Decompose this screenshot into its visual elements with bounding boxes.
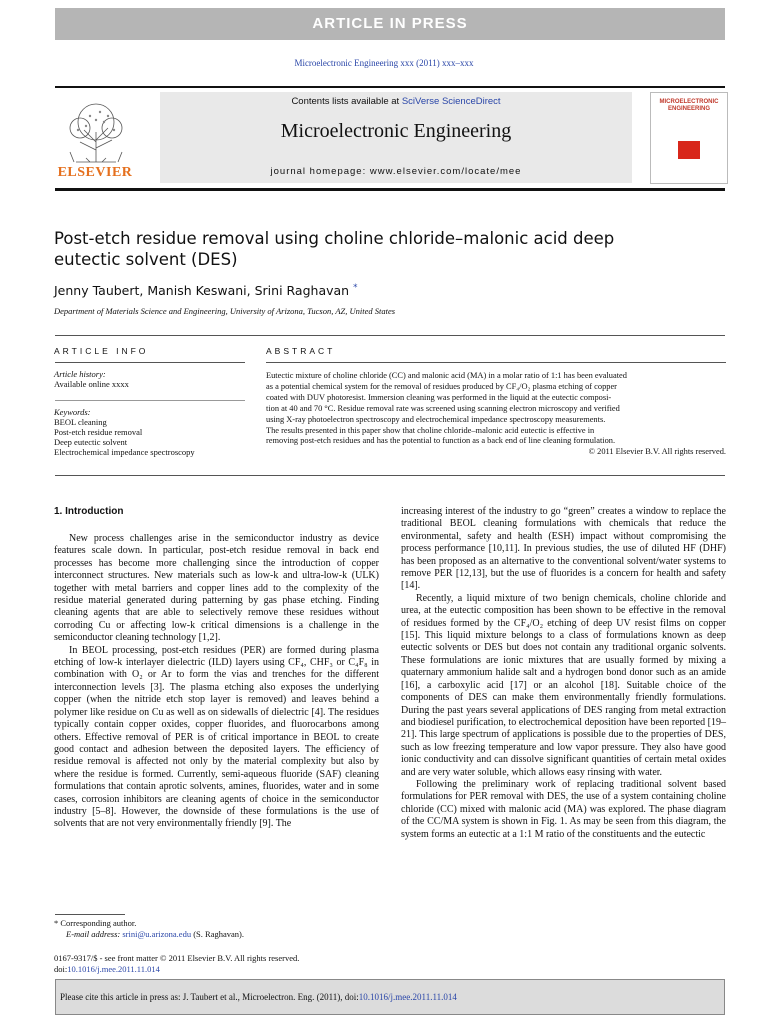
corresponding-author-mark[interactable]: * [353, 282, 358, 293]
body-paragraph: increasing interest of the industry to go “green” creates a window to replace the traditional BEOL cleaning formulations with chemicals that reduce the environmental, safety and health (ESH) impact without compromising the process performance [10,11]. In previous studies, the use of diluted HF (DHF) has been proposed as an alternative to the conventional solvent/water systems to remove PER [12,13], but the use of fluorides is a concern for health and safety [14]. [401, 506, 726, 592]
cite-doi-link[interactable]: 10.1016/j.mee.2011.11.014 [358, 992, 457, 1002]
body-paragraph: New process challenges arise in the semiconductor industry as device features scale down. In particular, post-etch residue removal in back end processes has become more challenging since the introduction of copper interconnect structures. New materials such as low-k and ultra-low-k (ULK) together with metal barriers and copper lines add to the complexity of the residue material generated during patterning by gas phase etching. Finding cleaning agents that are able to selectively remove these residues without corroding Cu or affecting low-k critical dimensions is a challenge in the semiconductor cleaning technology [1,2]. [54, 533, 379, 644]
journal-homepage[interactable]: journal homepage: www.elsevier.com/locate/mee [270, 166, 522, 177]
body-paragraph: Following the preliminary work of replacing traditional solvent based formulations for PER removal with DES, the use of a system containing choline chloride (CC) mixed with malonic acid (MA) was explored. The phase diagram of the CC/MA system is shown in Fig. 1. As may be seen from this diagram, the system forms an eutectic at a 1:1 M ratio of the constituents and the eutectic [401, 778, 726, 840]
body-paragraph: In BEOL processing, post-etch residues (PER) are formed during plasma etching of low-k interlayer dielectric (ILD) layers using CF₄, CHF₃ or C₄F₈ in combination with O₂ or Ar to form the vias and trenches for the different interconnection levels [3]. The plasma etching also exposes the underlying copper (when the nitride etch stop layer is removed) and leaves behind a polymer like residue on Cu as well as on sidewalls of dielectric [4]. The residues typically contain copper oxides, copper fluorides, and fluorocarbons among others. Effective removal of PER is of critical importance in BEOL to create good contact and adhesion between the deposited layers. The efficiency of residue removal is affected not only by the material complexity but also by where the residue is formed. Currently, semi-aqueous fluoride (SAF) cleaning formulations that contain aprotic solvents, amines, fluorides, water and in some cases, corrosion inhibitors are cleaning agents of choice in the semiconductor industry [5–8]. However, the downside of these formulations is the use of solvents that are not very environmentally friendly [9]. The [54, 644, 379, 830]
cover-graphic [678, 141, 700, 159]
body-paragraph: Recently, a liquid mixture of two benign chemicals, choline chloride and urea, at the eutectic composition has been shown to be effective in the removal of residues formed by the CF₄/O₂ etching of deep UV resist films on copper [15]. This liquid mixture belongs to a class of formulations known as deep eutectic solvents or DES but does not contain any traditional organic solvents. These formulations are ionic mixtures that are usually formed by mixing a quaternary ammonium halide salt and a hydrogen bond donor such as an amide [16], a carboxylic acid [17] or an alcohol [18]. Suitable choice of the components of DES can make them environmentally friendly formulations. During the past years several applications of DES ranging from metal extraction and biodiesel purification, to electrochemical deposition have been reported [19–21]. This large spectrum of applications is possible due to the properties of DES, such as low freezing temperature and low vapor pressure. They also have good ionic conductivity and can dissolve significant quantities of certain metal oxides and are very water soluble, which allows easy rinsing with water. [401, 592, 726, 778]
footnote-email-line [54, 929, 244, 940]
abstract-bottom-rule [55, 475, 725, 476]
keyword: Electrochemical impedance spectroscopy [54, 447, 195, 457]
abstract-label: ABSTRACT [266, 346, 336, 356]
abstract-line: Eutectic mixture of choline chloride (CC) and malonic acid (MA) in a molar ratio of 1:1 has been evaluated [266, 371, 627, 380]
author-names: Jenny Taubert, Manish Keswani, Srini Raghavan [54, 283, 350, 298]
keyword: Post-etch residue removal [54, 427, 143, 437]
abstract-copyright: © 2011 Elsevier B.V. All rights reserved. [588, 447, 726, 457]
abstract-line: removing post-etch residues and has the potential to function as a back end of line cleaning formulation. [266, 436, 616, 446]
history-value: Available online xxxx [54, 379, 129, 389]
abstract-line: using X-ray photoelectron spectroscopy and electrochemical impedance spectroscopy measurements. [266, 414, 606, 424]
issn-line: 0167-9317/$ - see front matter © 2011 Elsevier B.V. All rights reserved. [54, 953, 300, 963]
affiliation: Department of Materials Science and Engineering, University of Arizona, Tucson, AZ, United States [54, 306, 396, 316]
keywords-rule [55, 400, 245, 401]
abstract-line: The results presented in this paper show that choline chloride–malonic acid eutectic is effective in [266, 425, 595, 435]
affiliation-rule [55, 335, 725, 336]
left-column [54, 533, 379, 831]
doi-line [54, 964, 299, 975]
abstract-line: tion at 40 and 70 °C. Residue removal rate was screened using scanning electron microscopy and verified [266, 403, 620, 413]
abstract-text [266, 371, 726, 458]
email-suffix: (S. Raghavan). [193, 929, 244, 939]
history-label: Article history: [54, 369, 106, 379]
section-heading-introduction: 1. Introduction [54, 506, 124, 517]
article-title [54, 228, 654, 270]
abstract-line: coated with DUV photoresist. Immersion cleaning was performed in the liquid at the eutectic composi- [266, 392, 612, 402]
header-bottom-rule [55, 188, 725, 191]
keywords-label: Keywords: [54, 407, 91, 417]
contents-line [160, 96, 632, 107]
publisher-logo-text: ELSEVIER [57, 165, 133, 180]
contents-prefix: Contents lists available at [291, 96, 402, 107]
cover-title: MICROELECTRONIC ENGINEERING [659, 99, 719, 112]
email-link[interactable]: srini@u.arizona.edu [122, 929, 192, 939]
article-history [54, 369, 244, 389]
doi-link[interactable]: 10.1016/j.mee.2011.11.014 [67, 964, 160, 974]
email-label: E-mail address: [66, 929, 121, 939]
abstract-line: as a potential chemical system for the removal of residues produced by CF₄/O₂ plasma etching of copper [266, 381, 617, 391]
journal-cover-thumbnail [650, 92, 728, 184]
footnote-corresponding: Corresponding author. [60, 918, 137, 928]
keywords [54, 407, 254, 457]
title-line-2: eutectic solvent (DES) [54, 250, 238, 269]
right-column [401, 506, 726, 841]
issn-block [54, 953, 299, 975]
keyword: BEOL cleaning [54, 417, 107, 427]
keyword: Deep eutectic solvent [54, 437, 128, 447]
cite-prefix: Please cite this article in press as: J. Taubert et al., Microelectron. Eng. (2011), doi: [60, 992, 359, 1002]
journal-name: Microelectronic Engineering [280, 120, 512, 142]
article-info-label: ARTICLE INFO [54, 346, 149, 356]
header-top-rule [55, 86, 725, 88]
title-line-1: Post-etch residue removal using choline chloride–malonic acid deep [54, 229, 615, 248]
abstract-rule [266, 362, 726, 363]
footnote-mark: * [54, 918, 59, 928]
corresponding-author-footnote [54, 918, 244, 940]
info-rule [55, 362, 245, 363]
please-cite-box [55, 979, 725, 1015]
doi-prefix: doi: [54, 964, 68, 974]
sciencedirect-link[interactable]: SciVerse ScienceDirect [401, 96, 501, 107]
footnote-rule [55, 914, 125, 915]
journal-citation[interactable]: Microelectronic Engineering xxx (2011) xxx–xxx [294, 58, 474, 68]
authors [54, 283, 357, 298]
article-in-press-banner: ARTICLE IN PRESS [55, 8, 725, 40]
footnote-line [54, 918, 244, 929]
